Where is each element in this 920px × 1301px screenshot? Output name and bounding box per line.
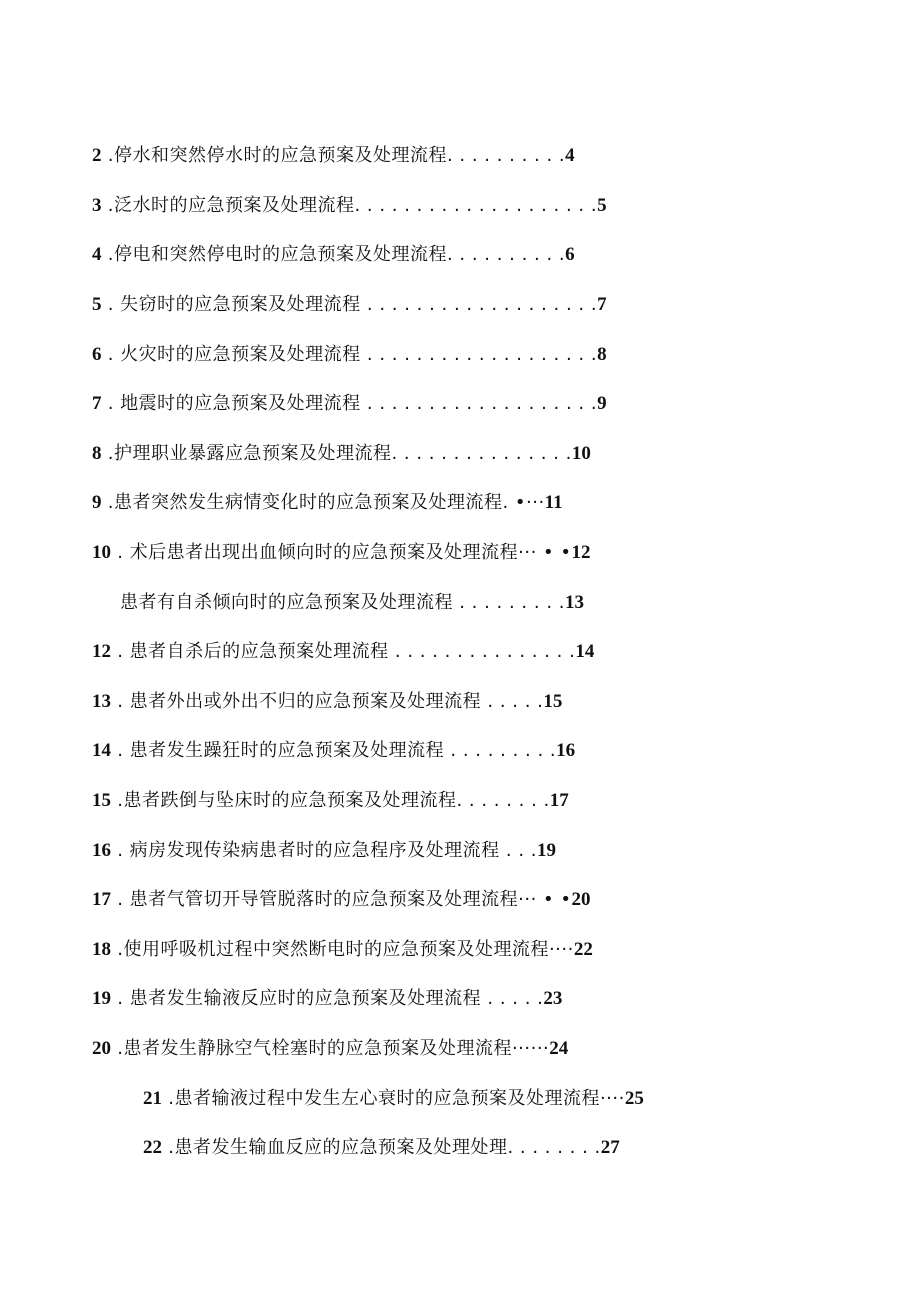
toc-entry[interactable]	[92, 788, 569, 812]
toc-entry-page: 11	[544, 492, 563, 513]
toc-entry-title: .患者跌倒与坠床时的应急预案及处理流程. . . . . . . .	[111, 790, 550, 811]
toc-entry[interactable]	[92, 1036, 568, 1060]
toc-entry-number: 13	[92, 691, 111, 712]
toc-entry-page: 14	[575, 641, 595, 662]
toc-entry-number: 15	[92, 790, 111, 811]
toc-entry[interactable]	[92, 738, 575, 762]
toc-entry-title: .停电和突然停电时的应急预案及处理流程. . . . . . . . . .	[101, 244, 566, 265]
toc-entry-number: 14	[92, 740, 111, 761]
toc-entry-title: . 病房发现传染病患者时的应急程序及处理流程 . . .	[111, 840, 537, 861]
toc-entry-page: 6	[565, 244, 575, 265]
toc-entry-page: 7	[597, 294, 607, 315]
toc-entry-page: 10	[571, 443, 591, 464]
toc-entry[interactable]	[92, 193, 607, 217]
toc-entry-title: .护理职业暴露应急预案及处理流程. . . . . . . . . . . . . . .	[101, 443, 572, 464]
toc-entry-number: 5	[92, 294, 102, 315]
toc-entry[interactable]	[92, 242, 575, 266]
toc-entry-number: 19	[92, 988, 111, 1009]
toc-entry[interactable]	[92, 689, 562, 713]
toc-entry-page: 20	[571, 889, 591, 910]
toc-entry-number: 18	[92, 939, 111, 960]
toc-entry-title: . 患者发生输液反应时的应急预案及处理流程 . . . . .	[111, 988, 544, 1009]
toc-entry-title: . 术后患者出现出血倾向时的应急预案及处理流程··· • •	[111, 542, 572, 563]
toc-entry-page: 4	[565, 145, 575, 166]
toc-entry-page: 19	[537, 840, 556, 861]
toc-entry-page: 5	[597, 195, 607, 216]
toc-entry[interactable]	[92, 342, 607, 366]
toc-entry-page: 8	[597, 344, 607, 365]
toc-entry-number: 17	[92, 889, 111, 910]
toc-entry[interactable]	[120, 590, 584, 614]
toc-entry-title: .患者输液过程中发生左心衰时的应急预案及处理流程····	[162, 1088, 625, 1109]
toc-entry-title: .使用呼吸机过程中突然断电时的应急预案及处理流程····	[111, 939, 574, 960]
toc-entry-page: 17	[549, 790, 569, 811]
toc-entry-page: 27	[600, 1137, 620, 1158]
toc-entry[interactable]	[92, 391, 607, 415]
toc-entry-title: .泛水时的应急预案及处理流程. . . . . . . . . . . . . . . . . . . .	[101, 195, 598, 216]
toc-entry-number: 3	[92, 195, 102, 216]
toc-entry-title: . 地震时的应急预案及处理流程 . . . . . . . . . . . . . . . . . . .	[101, 393, 598, 414]
toc-entry-page: 13	[565, 592, 584, 613]
toc-entry-title: . 火灾时的应急预案及处理流程 . . . . . . . . . . . . . . . . . . .	[101, 344, 598, 365]
toc-entry-number: 12	[92, 641, 111, 662]
toc-entry-number: 2	[92, 145, 102, 166]
toc-entry[interactable]	[92, 639, 594, 663]
toc-entry[interactable]	[92, 441, 591, 465]
toc-entry-number: 21	[143, 1088, 162, 1109]
toc-entry-number: 22	[143, 1137, 162, 1158]
toc-entry-title: .患者突然发生病情变化时的应急预案及处理流程. •···	[101, 492, 545, 513]
toc-entry[interactable]	[92, 838, 556, 862]
toc-entry-number: 20	[92, 1038, 111, 1059]
toc-entry[interactable]	[92, 490, 563, 514]
toc-entry-title: .患者发生输血反应的应急预案及处理处理. . . . . . . .	[162, 1137, 601, 1158]
toc-entry-page: 16	[556, 740, 576, 761]
toc-entry-page: 25	[624, 1088, 644, 1109]
toc-entry-number: 4	[92, 244, 102, 265]
toc-entry-number: 6	[92, 344, 102, 365]
toc-entry-page: 15	[543, 691, 563, 712]
toc-entry[interactable]	[92, 937, 593, 961]
toc-entry[interactable]	[92, 540, 591, 564]
toc-entry-number: 10	[92, 542, 111, 563]
toc-entry[interactable]	[143, 1135, 620, 1159]
toc-entry-page: 24	[549, 1038, 569, 1059]
toc-entry-title: . 患者外出或外出不归的应急预案及处理流程 . . . . .	[111, 691, 544, 712]
toc-entry-title: .停水和突然停水时的应急预案及处理流程. . . . . . . . . .	[101, 145, 566, 166]
toc-entry-number: 16	[92, 840, 111, 861]
toc-entry[interactable]	[92, 986, 562, 1010]
toc-entry-page: 12	[571, 542, 591, 563]
toc-entry-title: . 患者发生躁狂时的应急预案及处理流程 . . . . . . . . .	[111, 740, 557, 761]
toc-entry-title: 患者有自杀倾向时的应急预案及处理流程 . . . . . . . . .	[120, 592, 565, 613]
toc-entry[interactable]	[92, 292, 607, 316]
toc-entry-title: . 患者气管切开导管脱落时的应急预案及处理流程··· • •	[111, 889, 572, 910]
toc-entry-title: . 患者自杀后的应急预案处理流程 . . . . . . . . . . . . . . .	[111, 641, 576, 662]
toc-entry-number: 7	[92, 393, 102, 414]
toc-entry-page: 9	[597, 393, 607, 414]
toc-entry-page: 23	[543, 988, 563, 1009]
toc-entry[interactable]	[92, 887, 591, 911]
toc-entry-title: .患者发生静脉空气栓塞时的应急预案及处理流程······	[111, 1038, 550, 1059]
toc-entry-title: . 失窃时的应急预案及处理流程 . . . . . . . . . . . . . . . . . . .	[101, 294, 598, 315]
toc-entry[interactable]	[143, 1086, 644, 1110]
toc-entry-number: 8	[92, 443, 102, 464]
toc-entry-page: 22	[573, 939, 593, 960]
toc-entry[interactable]	[92, 143, 575, 167]
toc-entry-number: 9	[92, 492, 102, 513]
